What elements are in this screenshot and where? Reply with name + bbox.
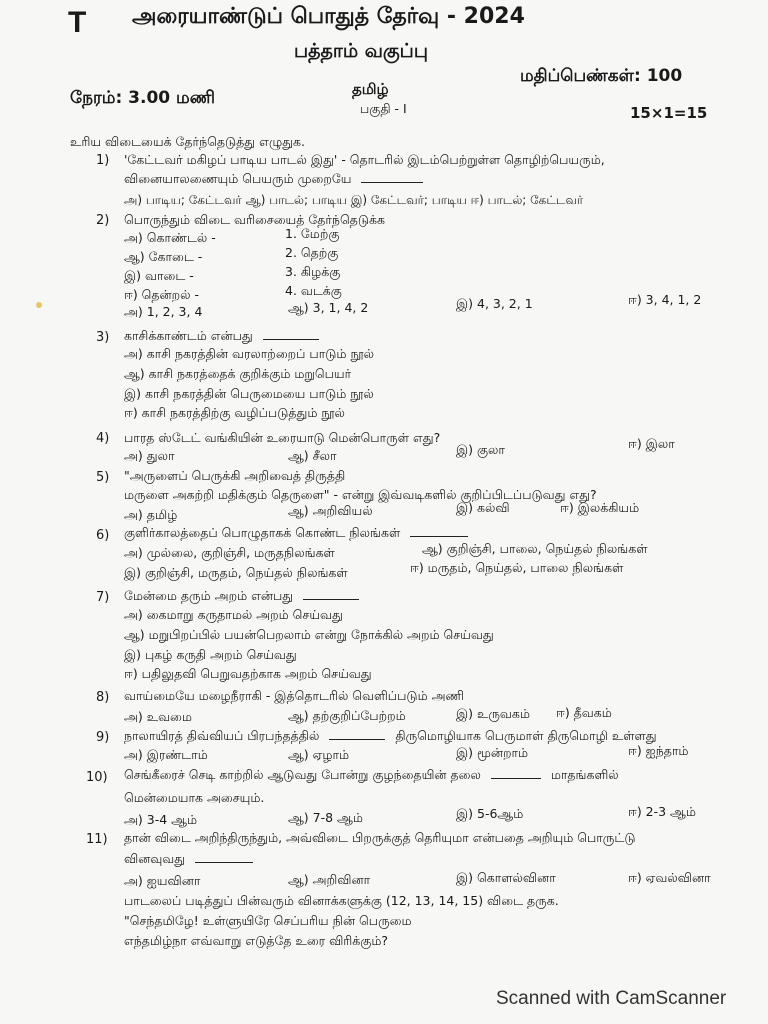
time-label: நேரம்: 3.00 மணி: [70, 88, 215, 108]
option-c: இ) கொளல்வினா: [456, 870, 556, 885]
option-b: ஆ) ஏழாம்: [288, 747, 350, 762]
match-left-2: ஆ) கோடை -: [124, 249, 203, 264]
option-b: ஆ) 7-8 ஆம்: [288, 810, 363, 825]
option-a: அ) காசி நகரத்தின் வரலாற்றைப் பாடும் நூல்: [124, 346, 374, 361]
option-c: இ) காசி நகரத்தின் பெருமையை பாடும் நூல்: [124, 386, 374, 401]
question-number: 9): [96, 730, 110, 745]
option-a: அ) ஐயவினா: [124, 873, 201, 888]
option-b: ஆ) அறிவினா: [288, 872, 371, 887]
option-b: ஆ) குறிஞ்சி, பாலை, நெய்தல் நிலங்கள்: [422, 541, 648, 556]
series-letter: T: [68, 6, 87, 39]
option-d: ஈ) 2-3 ஆம்: [628, 804, 696, 819]
question-number: 8): [96, 690, 110, 705]
marks-label: மதிப்பெண்கள்: 100: [520, 66, 683, 86]
question-number: 4): [96, 431, 110, 446]
option-a: அ) உவமை: [124, 709, 192, 724]
option-d: ஈ) தீவகம்: [556, 705, 612, 720]
question-7-text: மேன்மை தரும் அறம் என்பது: [124, 588, 294, 603]
option-b: ஆ) 3, 1, 4, 2: [288, 300, 369, 315]
option-a: அ) இரண்டாம்: [124, 747, 208, 762]
option-c: இ) குறிஞ்சி, மருதம், நெய்தல் நிலங்கள்: [124, 565, 348, 580]
option-b: ஆ) மறுபிறப்பில் பயன்பெறலாம் என்று நோக்கில் அறம் செய்வது: [124, 627, 494, 642]
question-9-text-end: திருமொழியாக பெருமாள் திருமொழி உள்ளது: [395, 728, 657, 743]
option-d: ஈ) இலக்கியம்: [560, 500, 640, 515]
question-9-text-start: நாலாயிரத் திவ்வியப் பிரபந்தத்தில்: [124, 728, 320, 743]
passage-instruction: பாடலைப் படித்துப் பின்வரும் வினாக்களுக்கு (12, 13, 14, 15) விடை தருக.: [124, 893, 559, 908]
option-a: அ) தமிழ்: [124, 507, 178, 522]
answer-blank: [303, 598, 359, 600]
part-label: பகுதி - I: [360, 101, 407, 116]
option-a: அ) முல்லை, குறிஞ்சி, மருதநிலங்கள்: [124, 545, 335, 560]
option-d: ஈ) காசி நகரத்திற்கு வழிப்படுத்தும் நூல்: [124, 405, 345, 420]
question-1-options: அ) பாடிய; கேட்டவர் ஆ) பாடல்; பாடிய இ) கேட்டவர்; பாடிய ஈ) பாடல்; கேட்டவர்: [124, 193, 584, 207]
question-6-line: [124, 525, 468, 541]
answer-blank: [361, 181, 423, 183]
question-10-line2: மென்மையாக அசையும்.: [124, 790, 265, 805]
option-d: ஈ) மருதம், நெய்தல், பாலை நிலங்கள்: [410, 560, 624, 575]
question-5-line2: மருளை அகற்றி மதிக்கும் தெருளை" - என்று இவ்வடிகளில் குறிப்பிடப்படுவது எது?: [124, 487, 597, 502]
scan-speck: [36, 302, 42, 308]
answer-blank: [491, 777, 541, 779]
option-b: ஆ) தற்குறிப்பேற்றம்: [288, 708, 406, 723]
question-2-text: பொருந்தும் விடை வரிசையைத் தேர்ந்தெடுக்க: [124, 212, 385, 227]
class-title: பத்தாம் வகுப்பு: [294, 40, 428, 62]
section-instruction: உரிய விடையைக் தேர்ந்தெடுத்து எழுதுக.: [70, 134, 306, 149]
option-c: இ) குலா: [456, 442, 505, 457]
option-c: இ) மூன்றாம்: [456, 745, 529, 760]
subject-label: தமிழ்: [352, 80, 389, 98]
match-right-1: 1. மேற்கு: [285, 226, 340, 241]
question-6-text: குளிர்காலத்தைப் பொழுதாகக் கொண்ட நிலங்கள்: [124, 525, 401, 540]
option-d: ஈ) 3, 4, 1, 2: [628, 292, 702, 307]
answer-blank: [263, 338, 319, 340]
passage-line-1: "செந்தமிழே! உள்ளுயிரே செப்பரிய நின் பெருமை: [124, 913, 412, 928]
question-11-line2: [124, 851, 253, 867]
answer-blank: [329, 738, 385, 740]
option-d: ஈ) பதிலுதவி பெறுவதற்காக அறம் செய்வது: [124, 666, 372, 681]
match-left-1: அ) கொண்டல் -: [124, 230, 216, 245]
option-a: அ) துலா: [124, 448, 175, 463]
question-number: 7): [96, 590, 110, 605]
question-3-line: [124, 328, 319, 344]
question-9-line: [124, 728, 657, 744]
question-7-line: [124, 588, 359, 604]
question-number: 10): [86, 770, 108, 785]
question-number: 6): [96, 528, 110, 543]
answer-blank: [195, 861, 253, 863]
match-right-4: 4. வடக்கு: [285, 283, 342, 298]
option-c: இ) புகழ் கருதி அறம் செய்வது: [124, 647, 297, 662]
score-label: 15×1=15: [630, 104, 708, 122]
option-d: ஈ) இலா: [628, 436, 675, 451]
question-1-text: வினையாலணையும் பெயரும் முறையே: [124, 171, 352, 186]
question-number: 1): [96, 153, 110, 168]
exam-title: அரையாண்டுப் பொதுத் தேர்வு - 2024: [132, 4, 525, 29]
option-d: ஈ) ஐந்தாம்: [628, 743, 689, 758]
question-number: 11): [86, 832, 108, 847]
question-8-text: வாய்மையே மழைநீராகி - இத்தொடரில் வெளிப்படும் அணி: [124, 688, 465, 703]
answer-blank: [410, 535, 468, 537]
match-right-2: 2. தெற்கு: [285, 245, 339, 260]
question-10-line1: [124, 767, 619, 783]
question-5-line1: "அருளைப் பெருக்கி அறிவைத் திருத்தி: [124, 468, 346, 483]
question-4-text: பாரத ஸ்டேட் வங்கியின் உரையாடு மென்பொருள் எது?: [124, 430, 441, 445]
question-number: 3): [96, 330, 110, 345]
option-c: இ) கல்வி: [456, 500, 510, 515]
option-a: அ) 1, 2, 3, 4: [124, 304, 203, 319]
option-d: ஈ) ஏவல்வினா: [628, 870, 711, 885]
question-1-line2: [124, 171, 423, 187]
option-a: அ) கைமாறு கருதாமல் அறம் செய்வது: [124, 607, 343, 622]
scanner-watermark: Scanned with CamScanner: [496, 988, 727, 1009]
passage-line-2: எந்தமிழ்நா எவ்வாறு எடுத்தே உரை விரிக்கும்?: [124, 933, 389, 948]
match-right-3: 3. கிழக்கு: [285, 264, 341, 279]
match-left-3: இ) வாடை -: [124, 268, 194, 283]
question-number: 5): [96, 470, 110, 485]
question-11-line1: தான் விடை அறிந்திருந்தும், அவ்விடை பிறருக்குத் தெரியுமா என்பதை அறியும் பொருட்டு: [124, 830, 636, 845]
option-c: இ) உருவகம்: [456, 706, 530, 721]
question-10-text-start: செங்கீரைச் செடி காற்றில் ஆடுவது போன்று குழந்தையின் தலை: [124, 767, 481, 782]
option-b: ஆ) சீலா: [288, 448, 337, 463]
question-number: 2): [96, 213, 110, 228]
question-3-text: காசிக்காண்டம் என்பது: [124, 328, 253, 343]
option-c: இ) 5-6ஆம்: [456, 806, 524, 821]
question-1-line1: 'கேட்டவர் மகிழப் பாடிய பாடல் இது' - தொடரில் இடம்பெற்றுள்ள தொழிற்பெயரும்,: [124, 152, 605, 167]
option-a: அ) 3-4 ஆம்: [124, 812, 197, 827]
match-left-4: ஈ) தென்றல் -: [124, 287, 200, 302]
option-c: இ) 4, 3, 2, 1: [456, 296, 533, 311]
option-b: ஆ) காசி நகரத்தைக் குறிக்கும் மறுபெயர்: [124, 366, 352, 381]
option-b: ஆ) அறிவியல்: [288, 503, 373, 518]
question-10-text-end: மாதங்களில்: [550, 767, 619, 782]
question-11-text: வினவுவது: [124, 851, 186, 866]
